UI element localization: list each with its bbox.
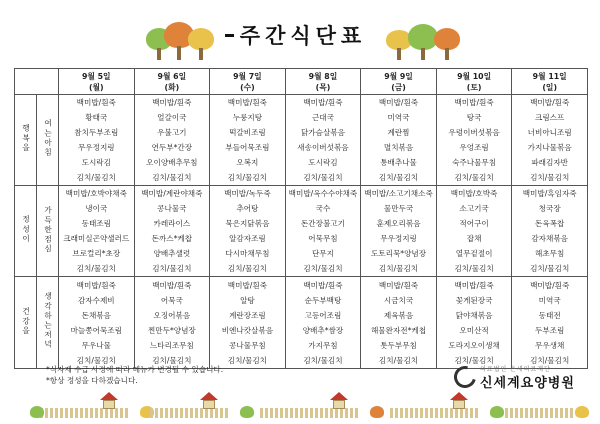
menu-item: 우불고기 (157, 128, 187, 137)
meal-category: 정성이 (21, 215, 31, 244)
menu-item: 시금치국 (383, 295, 414, 305)
meal-name: 생각하는저녁 (43, 292, 53, 350)
menu-item: 오미산적 (459, 325, 489, 335)
header (0, 0, 600, 66)
menu-item: 김치/물김치 (530, 355, 570, 365)
meal-name: 가득한점심 (43, 205, 53, 254)
meal-category: 행복을 (21, 124, 31, 153)
menu-item: 김치/물김치 (303, 264, 343, 273)
menu-item: 콩나물국 (157, 204, 187, 213)
menu-cell (210, 277, 286, 369)
menu-item: 백미밥/흰죽 (378, 98, 419, 107)
menu-item: 김치/물김치 (152, 264, 192, 273)
menu-cell (285, 186, 361, 277)
notes (46, 364, 223, 386)
menu-item: 김치/물김치 (152, 173, 192, 182)
menu-item: 돈육폭찹 (535, 219, 565, 228)
menu-item: 떡갈비조림 (229, 128, 266, 137)
tree-decoration-right (384, 20, 474, 62)
meal-category-cell (15, 186, 37, 277)
note-line: *항상 정성을 다하겠습니다. (46, 376, 138, 385)
menu-cell (210, 186, 286, 277)
meal-name-cell (37, 95, 59, 186)
menu-item: 냉이국 (85, 204, 108, 213)
menu-item: 단무지 (311, 249, 334, 258)
menu-cell (512, 186, 588, 277)
menu-item: 백미밥/흰죽 (303, 98, 343, 107)
menu-body (15, 95, 588, 369)
menu-item: 두부조림 (535, 325, 565, 335)
menu-item: 백미밥/흰죽 (303, 280, 343, 290)
menu-item: 무우정지링 (380, 234, 417, 243)
menu-item: 돈채볶음 (81, 310, 111, 320)
menu-item: 어묵국 (160, 295, 183, 305)
menu-cell (285, 95, 361, 186)
menu-item: 오이양배추무침 (146, 158, 198, 167)
day-weekday: (화) (164, 82, 180, 92)
menu-item: 돈까스*케찹 (151, 234, 193, 243)
menu-item: 오징어볶음 (153, 310, 191, 320)
menu-item: 백미밥/소고기채소죽 (364, 189, 433, 198)
menu-item: 해물완자전*케첩 (370, 325, 427, 335)
menu-item: 계란장조림 (229, 310, 266, 320)
menu-item: 동태전 (538, 310, 561, 320)
menu-cell (436, 95, 512, 186)
day-weekday: (수) (240, 82, 255, 92)
menu-item: 크래미실곤약샐러드 (63, 234, 130, 243)
menu-item: 백미밥/녹두죽 (224, 189, 271, 198)
day-header (361, 69, 437, 95)
menu-item: 김치/물김치 (303, 355, 343, 365)
menu-item: 톳두부무침 (380, 340, 417, 350)
menu-item: 연두부*간장 (151, 143, 193, 152)
menu-item: 백미밥/흰죽 (378, 280, 419, 290)
menu-cell (134, 186, 210, 277)
meal-name-cell (37, 186, 59, 277)
menu-item: 김치/물김치 (530, 173, 570, 182)
day-header (210, 69, 286, 95)
day-weekday: (월) (88, 82, 104, 92)
meal-category: 건강을 (21, 306, 31, 336)
menu-item: 백미밥/흰죽 (227, 280, 268, 290)
menu-item: 무우생채 (535, 340, 565, 350)
menu-item: 김치/물김치 (454, 264, 494, 273)
menu-item: 도토리묵*양념장 (370, 249, 427, 258)
menu-item: 국수 (315, 204, 331, 213)
day-weekday: (금) (391, 82, 406, 92)
menu-item: 훈제오리볶음 (376, 219, 421, 228)
menu-item: 브로컬리*초장 (72, 249, 121, 258)
menu-item: 김치/물김치 (76, 355, 116, 365)
day-header (59, 69, 135, 95)
menu-item: 김치/물김치 (454, 173, 494, 182)
menu-item: 찐만두*양념장 (147, 325, 196, 335)
menu-item: 김치/물김치 (152, 355, 192, 365)
menu-item: 백미밥/옥수수야채죽 (288, 189, 358, 198)
day-header (512, 69, 588, 95)
note-line: *식자재 수급 사정에 따라 메뉴가 변경될 수 있습니다. (46, 365, 224, 374)
menu-item: 백미밥/흰죽 (227, 98, 268, 107)
menu-item: 적어구이 (459, 219, 489, 228)
menu-item: 가지무침 (308, 340, 338, 350)
menu-cell (512, 277, 588, 369)
day-weekday: (일) (542, 82, 558, 92)
menu-cell (134, 277, 210, 369)
menu-item: 김치/물김치 (378, 264, 419, 273)
menu-item: 양배추*쌈장 (302, 325, 344, 335)
menu-item: 닭가슴살볶음 (300, 128, 345, 137)
menu-cell (59, 186, 135, 277)
menu-item: 알감자조림 (229, 234, 266, 243)
menu-item: 근대국 (311, 113, 334, 122)
meal-name: 여는아침 (43, 119, 53, 158)
menu-item: 닭야채볶음 (455, 310, 493, 320)
day-date: 9월 11일 (532, 71, 567, 81)
menu-cell (134, 95, 210, 186)
meal-category-cell (15, 277, 37, 369)
menu-item: 크림스프 (535, 113, 565, 122)
meal-row (15, 277, 588, 369)
menu-item: 잡채 (466, 234, 482, 243)
menu-item: 가지나물볶음 (527, 143, 572, 152)
menu-item: 김치/물김치 (378, 173, 419, 182)
day-header (134, 69, 210, 95)
menu-item: 파래김자반 (531, 158, 569, 167)
menu-item: 백미밥/흑임자죽 (522, 189, 577, 198)
menu-cell (285, 277, 361, 369)
menu-item: 동태조림 (81, 219, 111, 228)
menu-item: 백미밥/흰죽 (152, 280, 192, 290)
menu-item: 오복지 (236, 158, 259, 167)
day-header (436, 69, 512, 95)
menu-item: 카레라이스 (153, 219, 191, 228)
logo-name: 신세계요양병원 (480, 376, 575, 391)
day-date: 9월 7일 (233, 71, 262, 81)
menu-item: 순두부백탕 (304, 295, 342, 305)
weekly-menu-table (14, 68, 588, 369)
menu-item: 미역국 (538, 295, 561, 305)
menu-cell (361, 277, 437, 369)
menu-item: 새송이버섯볶음 (297, 143, 349, 152)
menu-item: 우엉조림 (459, 143, 489, 152)
table-header-row (15, 69, 588, 95)
menu-item: 해초무침 (535, 249, 565, 258)
menu-item: 마늘쫑어묵조림 (70, 325, 122, 335)
menu-item: 다시마채무침 (225, 249, 270, 258)
menu-item: 김치/물김치 (378, 355, 419, 365)
menu-item: 비엔나캇살볶음 (221, 325, 274, 335)
menu-item: 김치/물김치 (227, 264, 268, 273)
tree-decoration-left (142, 20, 222, 62)
menu-item: 김치/물김치 (227, 173, 268, 182)
menu-cell (59, 277, 135, 369)
menu-item: 백미밥/흰죽 (530, 98, 570, 107)
menu-item: 양배추샐럿 (153, 249, 191, 258)
menu-item: 백미밥/계란야채죽 (141, 189, 203, 198)
menu-item: 너비아니조림 (527, 128, 572, 137)
menu-item: 청국장 (538, 204, 561, 213)
menu-item: 도시락김 (81, 158, 111, 167)
menu-item: 무우나물 (81, 340, 111, 350)
page-title: 주간식단표 (239, 24, 367, 48)
menu-item: 부들어묵조림 (225, 143, 270, 152)
day-date: 9월 8일 (308, 71, 338, 81)
menu-item: 물만두국 (383, 204, 414, 213)
meal-row (15, 95, 588, 186)
menu-item: 어묵무침 (308, 234, 338, 243)
menu-item: 백미밥/호박야채죽 (65, 189, 127, 198)
menu-item: 콩나물무침 (229, 340, 266, 350)
menu-item: 김치/물김치 (76, 173, 116, 182)
menu-item: 감자수제비 (77, 295, 115, 305)
menu-item: 꽃게된장국 (455, 295, 493, 305)
menu-item: 도라지오이생채 (448, 340, 500, 350)
menu-item: 백미밥/흰죽 (454, 98, 494, 107)
village-decoration (0, 386, 600, 424)
menu-item: 추어탕 (236, 204, 259, 213)
day-date: 9월 6일 (157, 71, 187, 81)
menu-item: 느타리조무침 (149, 340, 194, 350)
menu-item: 김치/물김치 (76, 264, 116, 273)
menu-item: 멸치볶음 (383, 143, 414, 152)
meal-name-cell (37, 277, 59, 369)
day-weekday: (토) (466, 82, 482, 92)
menu-item: 우렁이버섯볶음 (448, 128, 500, 137)
menu-item: 도시락김 (308, 158, 338, 167)
day-header (285, 69, 361, 95)
menu-item: 백미밥/흰죽 (76, 280, 116, 290)
menu-item: 황태국 (85, 113, 108, 122)
menu-item: 감자채볶음 (531, 234, 569, 243)
menu-item: 김치/물김치 (530, 264, 570, 273)
menu-item: 누룽지탕 (232, 113, 263, 122)
menu-item: 백미밥/흰죽 (76, 98, 116, 107)
menu-cell (210, 95, 286, 186)
menu-item: 백미밥/흰죽 (152, 98, 192, 107)
menu-cell (436, 277, 512, 369)
menu-item: 백미밥/호박죽 (450, 189, 498, 198)
menu-item: 묵은지닭볶음 (225, 219, 270, 228)
meal-category-cell (15, 95, 37, 186)
menu-item: 소고기국 (459, 204, 489, 213)
logo-subtitle: 의료법인 은세의료재단 (480, 366, 551, 373)
menu-item: 백미밥/흰죽 (454, 280, 494, 290)
menu-cell (361, 186, 437, 277)
menu-item: 통배추나물 (380, 158, 417, 167)
menu-cell (436, 186, 512, 277)
menu-item: 얼갈이국 (157, 113, 187, 122)
corner-cell (15, 69, 59, 95)
day-weekday: (목) (315, 82, 331, 92)
menu-item: 탕국 (466, 113, 482, 122)
menu-cell (59, 95, 135, 186)
menu-item: 제육볶음 (383, 310, 414, 320)
menu-item: 계란찜 (387, 128, 410, 137)
menu-item: 열무겉절이 (455, 249, 493, 258)
menu-item: 돈간장불고기 (300, 219, 345, 228)
menu-cell (361, 95, 437, 186)
menu-item: 무우정지링 (77, 143, 115, 152)
meal-row (15, 186, 588, 277)
menu-cell (512, 95, 588, 186)
menu-item: 알탕 (240, 295, 255, 305)
menu-item: 김치/물김치 (303, 173, 343, 182)
menu-item: 김치/물김치 (227, 355, 268, 365)
day-date: 9월 10일 (457, 71, 492, 81)
menu-item: 참치두부조림 (74, 128, 119, 137)
menu-item: 백미밥/흰죽 (530, 280, 570, 290)
day-date: 9월 9일 (384, 71, 413, 81)
day-date: 9월 5일 (81, 71, 111, 81)
menu-item: 미역국 (387, 113, 410, 122)
menu-item: 숙주나물무침 (452, 158, 497, 167)
menu-item: 고등어조림 (304, 310, 342, 320)
menu-item: 김치/물김치 (454, 355, 494, 365)
